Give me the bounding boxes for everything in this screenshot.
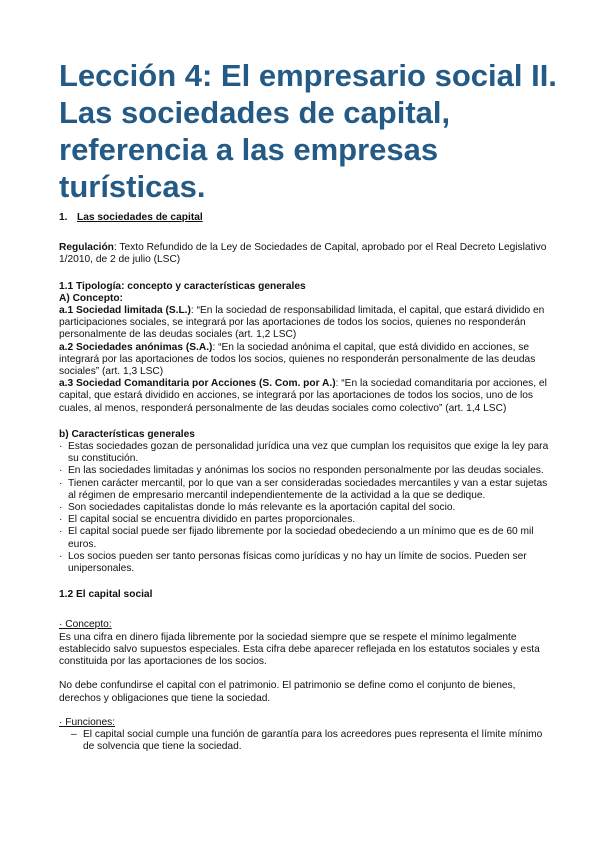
- list-item: – El capital social cumple una función de garantía para los acreedores pues representa el límite mínimo de solvencia que tiene la sociedad.: [71, 728, 543, 753]
- section-number: 1.: [59, 212, 68, 223]
- funciones-list: [59, 729, 549, 753]
- company-type-text: : “En la sociedad anónima el capital, que está dividido en acciones, se integrará por las aportaciones de todos los socios, quienes no responderán personalmente de las deudas sociales” (art. 1,3 LSC): [59, 341, 536, 378]
- bullet-icon: ·: [59, 514, 63, 526]
- regulation-text: : Texto Refundido de la Ley de Sociedades de Capital, aprobado por el Real Decreto Legislativo 1/2010, de 2 de julio (LSC): [59, 242, 547, 266]
- list-item: · Los socios pueden ser tanto personas físicas como jurídicas y no hay un límite de socios. Pueden ser unipersonales.: [59, 550, 527, 575]
- company-type-text: : “En la sociedad comanditaria por acciones, el capital, que estará dividido en acciones, se integrará por las aportaciones de todos los socios, uno de los cuales, al menos, responderá personalmente de las deudas sociales como colectivo” (art. 1,4 LSC): [59, 378, 547, 414]
- caracteristicas-heading: b) Características generales: [59, 428, 195, 440]
- lesson-title: [59, 57, 579, 205]
- dash-icon: –: [71, 728, 77, 740]
- document-body: [59, 212, 549, 753]
- list-item: · Son sociedades capitalistas donde lo más relevante es la aportación capital del socio.: [59, 502, 456, 514]
- title-line: Lección 4: El empresario social II.: [59, 58, 557, 93]
- company-type-label: a.1 Sociedad limitada (S.L.): [59, 305, 191, 317]
- section-heading: [59, 212, 549, 224]
- list-item: · Estas sociedades gozan de personalidad jurídica una vez que cumplan los requisitos que exige la ley para su constitución.: [59, 441, 549, 465]
- patrimonio-paragraph: No debe confundirse el capital con el patrimonio. El patrimonio se define como el conjunto de bienes, derechos y obligaciones que tiene la sociedad.: [59, 680, 516, 704]
- list-item: · El capital social puede ser fijado libremente por la sociedad obedeciendo a un mínimo que es de 60 mil euros.: [59, 526, 534, 550]
- company-type-item: [59, 342, 549, 379]
- company-type-label: a.3 Sociedad Comanditaria por Acciones (S. Com. por A.): [59, 378, 336, 390]
- bullet-icon: ·: [59, 441, 63, 453]
- company-type-item: [59, 378, 549, 415]
- bullet-icon: ·: [59, 526, 63, 538]
- title-line: turísticas.: [59, 169, 206, 204]
- section-title: Las sociedades de capital: [77, 212, 203, 223]
- regulation-paragraph: [59, 242, 549, 266]
- title-line: Las sociedades de capital,: [59, 95, 451, 130]
- bullet-icon: ·: [59, 465, 63, 477]
- funciones-label: · Funciones:: [59, 716, 116, 728]
- title-line: referencia a las empresas: [59, 132, 439, 167]
- bullet-icon: ·: [59, 550, 63, 562]
- concepto-paragraph: Es una cifra en dinero fijada libremente por la sociedad siempre que se respete el mínimo legalmente establecido salvo supuestos especiales. Esta cifra debe aparecer reflejada en los estatutos sociales y esta constituida por las aportaciones de los socios.: [59, 631, 540, 668]
- subsection-heading-capital: 1.2 El capital social: [59, 589, 153, 601]
- company-type-label: a.2 Sociedades anónimas (S.A.): [59, 341, 213, 353]
- subsection-heading-tipologia: 1.1 Tipología: concepto y características generales: [59, 280, 306, 292]
- concepto-heading: A) Concepto:: [59, 292, 123, 304]
- list-item: · En las sociedades limitadas y anónimas los socios no responden personalmente por las deudas sociales.: [59, 465, 544, 477]
- regulation-label: Regulación: [59, 242, 114, 254]
- bullet-icon: ·: [59, 477, 63, 489]
- bullet-icon: ·: [59, 502, 63, 514]
- list-item: · El capital social se encuentra dividido en partes proporcionales.: [59, 514, 356, 526]
- caracteristicas-list: [59, 441, 549, 575]
- company-type-text: : “En la sociedad de responsabilidad limitada, el capital, que estará dividido en participaciones sociales, se integrará por las aportaciones de todos los socios, quienes no responderán personalmente de las deudas sociales (art. 1,2 LSC): [59, 305, 545, 341]
- concepto-label: · Concepto:: [59, 619, 112, 631]
- list-item: · Tienen carácter mercantil, por lo que van a ser consideradas sociedades mercantiles y van a estar sujetas al régimen de empresario mercantil independientemente de la actividad a la que se dedique.: [59, 477, 548, 501]
- company-type-item: [59, 305, 549, 342]
